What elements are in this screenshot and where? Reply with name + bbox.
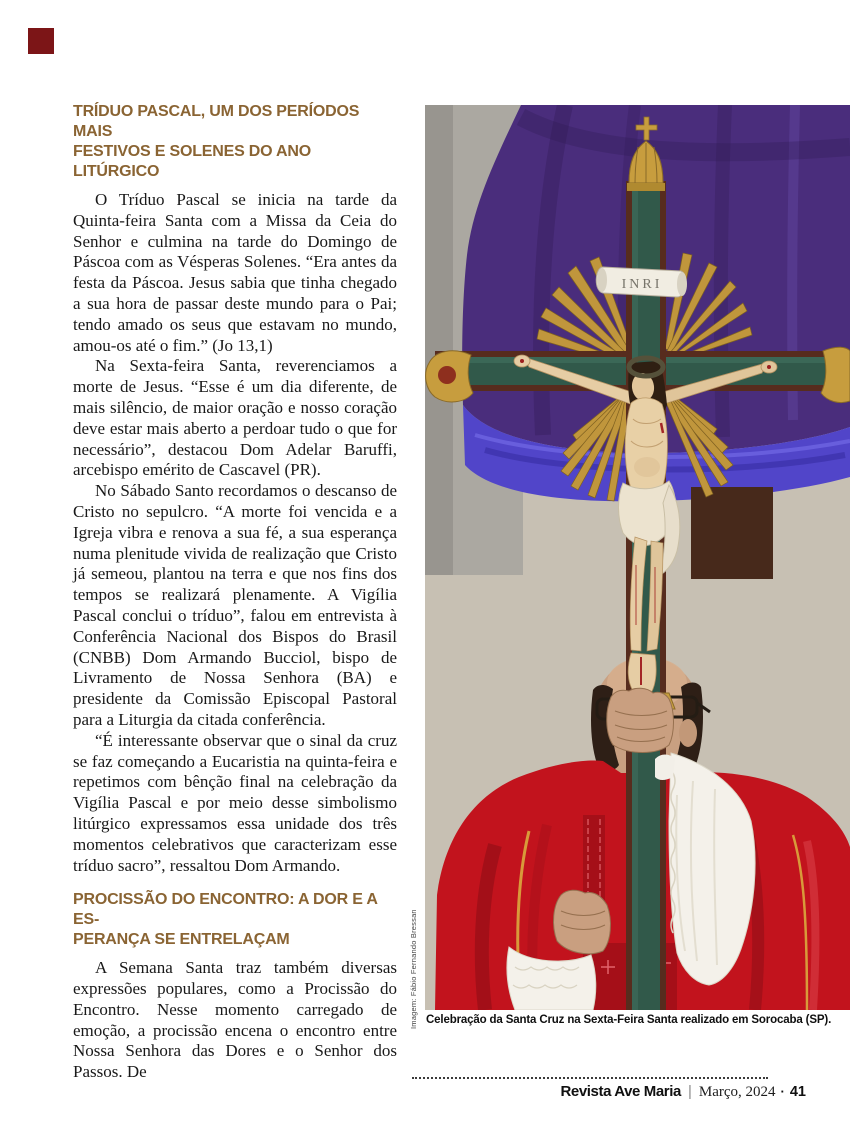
- crucifix-photo-illustration: [425, 105, 850, 1010]
- feet: [628, 653, 656, 693]
- gripping-hand-upper: [607, 688, 674, 752]
- section-marker-square: [28, 28, 54, 54]
- photo-credit-text: Imagem: Fábio Fernando Bressan: [409, 909, 418, 1029]
- section-heading-procissao-encontro: PROCISSÃO DO ENCONTRO: A DOR E A ES- PERANÇA SE ENTRELAÇAM: [73, 891, 378, 949]
- article-paragraph: Na Sexta-feira Santa, reverenciamos a morte de Jesus. “Esse é um dia diferente, de mais silêncio, de maior oração e nosso coração deve estar mais aberto a perdoar tudo o que for necessário”, destacou Dom Adelar Baruffi, arcebispo emérito de Cascavel (PR).: [73, 356, 397, 480]
- photo-caption: Celebração da Santa Cruz na Sexta-Feira Santa realizado em Sorocaba (SP).: [426, 1014, 832, 1026]
- photo-crucifix: [425, 105, 850, 1010]
- inri-scroll: [596, 267, 687, 297]
- footer-page-number: 41: [789, 1084, 806, 1100]
- collar: [655, 755, 675, 781]
- footer-separator: |: [687, 1083, 692, 1100]
- article-column: [73, 102, 397, 1083]
- ear: [679, 719, 697, 747]
- door-panel: [691, 487, 773, 579]
- article-paragraph: A Semana Santa traz também diversas expressões populares, como a Procissão do Encontro. Nesse momento carregado de emoção, a procissão encena o encontro entre Nossa Senhora das Dores e o Senhor dos Passos. De: [73, 958, 397, 1082]
- inri-text: INRI: [621, 277, 663, 292]
- gripping-hand-lower: [554, 890, 611, 954]
- article-paragraph: “É interessante observar que o sinal da cruz se faz começando a Eucaristia na quinta-feira e repetimos com bênção final na celebração da Vigília Pascal e por meio desse simbolismo litúrgico expressamos essa unidade dos três momentos celebrativos que caracterizam esse tríduo sacro”, ressaltou Dom Armando.: [73, 730, 397, 875]
- photo-credit: [409, 909, 421, 1029]
- footer-dotted-rule: [412, 1077, 768, 1079]
- footer-date: Março, 2024: [698, 1084, 776, 1100]
- footer-magazine-name: Revista Ave Maria: [560, 1083, 681, 1100]
- footer-bullet: ·: [780, 1084, 785, 1099]
- footer: [560, 1083, 806, 1101]
- article-paragraph: O Tríduo Pascal se inicia na tarde da Quinta-feira Santa com a Missa da Ceia do Senhor e culmina na tarde do Domingo de Páscoa com as Vésperas Solenes. “Era antes da festa da Páscoa. Jesus sabia que tinha chegado a sua hora de passar deste mundo para o Pai; tendo amado os seus que estavam no mundo, amou-os até o fim.” (Jo 13,1): [73, 190, 397, 355]
- section-heading-triduo-pascal: TRÍDUO PASCAL, UM DOS PERÍODOS MAIS FESTIVOS E SOLENES DO ANO LITÚRGICO: [73, 103, 360, 180]
- article-paragraph: No Sábado Santo recordamos o descanso de Cristo no sepulcro. “A morte foi vencida e a Igreja vibra e renova a sua fé, a sua esperança numa plenitude vivida de realização que Cristo já semeou, plantou na terra e que nos fins dos tempos se realizará plenamente. A Vigília Pascal conclui o tríduo”, falou em entrevista à Conferência Nacional dos Bispos do Brasil (CNBB) Dom Armando Bucciol, bispo de Livramento de Nossa Senhora (BA) e presidente da Comissão Episcopal Pastoral para a Liturgia da citada conferência.: [73, 481, 397, 729]
